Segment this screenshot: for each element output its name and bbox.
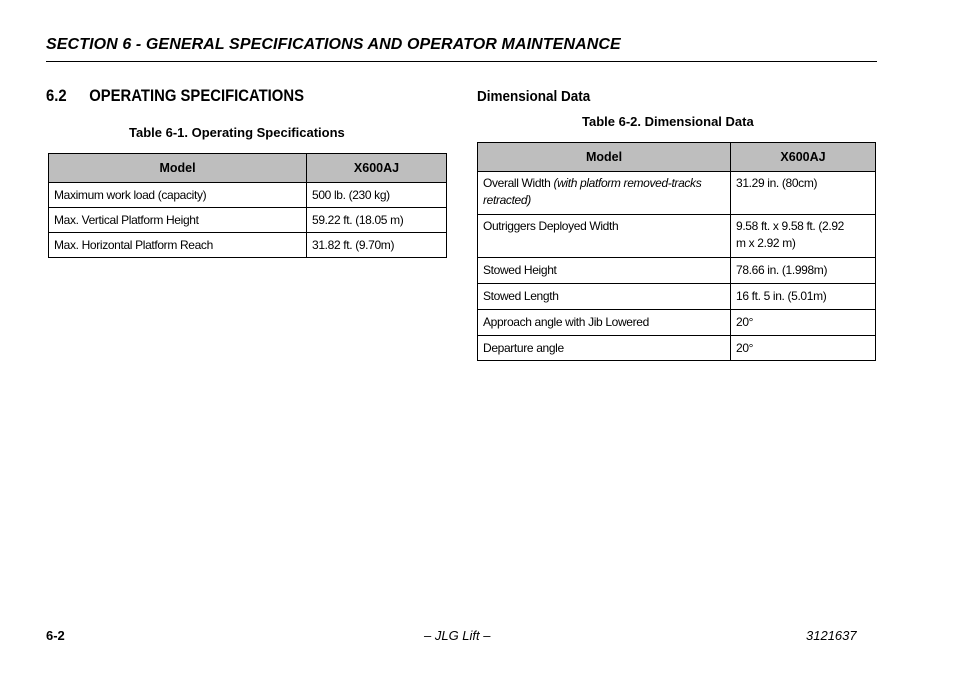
table1-caption: Table 6-1. Operating Specifications bbox=[129, 125, 345, 140]
spec-value: 500 lb. (230 kg) bbox=[312, 187, 390, 202]
dimensional-data-table bbox=[477, 142, 876, 361]
table1-header-x600aj: X600AJ bbox=[307, 154, 447, 183]
header-rule bbox=[46, 61, 877, 62]
dimension-label: Departure angle bbox=[483, 340, 564, 355]
section-header: SECTION 6 - GENERAL SPECIFICATIONS AND OPERATOR MAINTENANCE bbox=[46, 36, 621, 53]
table-row bbox=[478, 172, 876, 215]
table-row bbox=[478, 258, 876, 284]
section-heading bbox=[46, 87, 304, 106]
spec-label: Max. Vertical Platform Height bbox=[54, 212, 199, 227]
spec-label: Max. Horizontal Platform Reach bbox=[54, 237, 213, 252]
dimension-label: Stowed Height bbox=[483, 263, 557, 277]
document-number: 3121637 bbox=[806, 628, 857, 643]
dimension-label-text: Overall Width bbox=[483, 176, 554, 190]
table2-header-model: Model bbox=[478, 143, 731, 172]
dimension-label: Approach angle with Jib Lowered bbox=[483, 315, 649, 329]
table2-header-x600aj: X600AJ bbox=[731, 143, 876, 172]
spec-label: Maximum work load (capacity) bbox=[54, 187, 207, 202]
table-row bbox=[49, 208, 447, 233]
footer-center: – JLG Lift – bbox=[424, 628, 491, 643]
table-row bbox=[478, 284, 876, 310]
dimension-value: 78.66 in. (1.998m) bbox=[736, 263, 828, 277]
table1-header-row bbox=[49, 154, 447, 183]
dimension-value: 16 ft. 5 in. (5.01m) bbox=[736, 289, 827, 303]
table1-header-model: Model bbox=[49, 154, 307, 183]
spec-value: 31.82 ft. (9.70m) bbox=[312, 237, 395, 252]
table2-caption: Table 6-2. Dimensional Data bbox=[582, 114, 754, 129]
dimension-label bbox=[483, 175, 725, 209]
table-row bbox=[49, 233, 447, 258]
spec-value: 59.22 ft. (18.05 m) bbox=[312, 212, 404, 227]
table-row bbox=[478, 215, 876, 258]
dimension-value: 20° bbox=[736, 340, 754, 355]
dimension-label: Stowed Length bbox=[483, 289, 559, 303]
heading-title: OPERATING SPECIFICATIONS bbox=[89, 87, 304, 105]
dimension-value: 9.58 ft. x 9.58 ft. (2.92 m x 2.92 m) bbox=[736, 219, 844, 250]
table-row bbox=[478, 310, 876, 336]
table-row bbox=[478, 336, 876, 361]
heading-number: 6.2 bbox=[46, 87, 67, 105]
table2-header-row bbox=[478, 143, 876, 172]
operating-specifications-table bbox=[48, 153, 447, 258]
dimension-label: Outriggers Deployed Width bbox=[483, 219, 619, 233]
dimensional-data-heading: Dimensional Data bbox=[477, 88, 591, 105]
dimension-value: 31.29 in. (80cm) bbox=[736, 176, 818, 190]
dimension-label-note: (with platform removed-tracks retracted) bbox=[483, 176, 702, 207]
page-number: 6-2 bbox=[46, 628, 65, 643]
table-row bbox=[49, 183, 447, 208]
dimension-value: 20° bbox=[736, 315, 754, 329]
